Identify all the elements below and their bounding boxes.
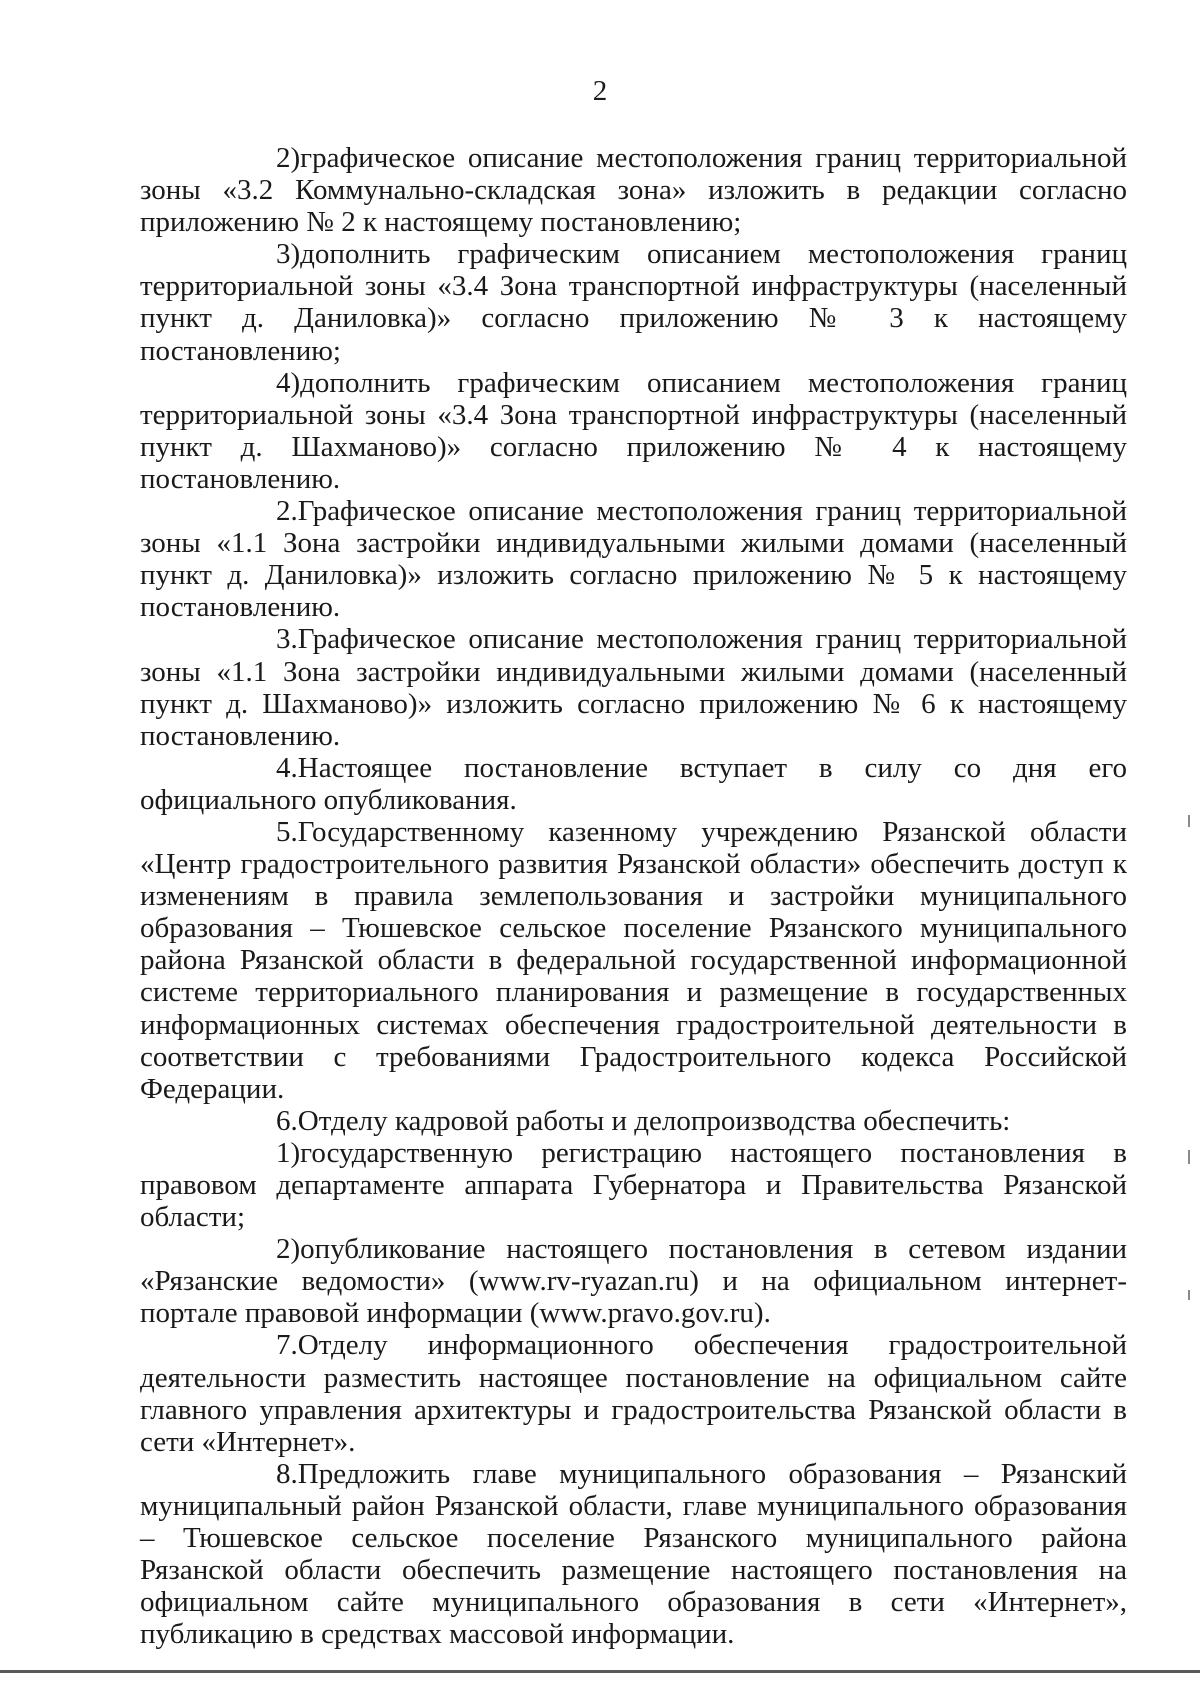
paragraph-text: Настоящее постановление вступает в силу со дня его официального опубликования. [140, 751, 1127, 816]
paragraph-number: 7. [276, 1329, 298, 1362]
paragraph-text: Графическое описание местоположения границ территориальной зоны «1.1 Зона застройки индивидуальными жилыми домами (населенный пункт д. Даниловка)» изложить согласно приложению № 5 к настоящему постановлению. [140, 495, 1127, 624]
paragraph-text: Отделу информационного обеспечения градостроительной деятельности разместить настоящее постановление на официальном сайте главного управления архитектуры и градостроительства Рязанской области в сети «Интернет». [140, 1329, 1127, 1458]
paragraph-item-6-2 [140, 1233, 1127, 1329]
paragraph-number: 4) [276, 366, 301, 399]
page-number: 2 [592, 75, 608, 107]
paragraph-zone-3-4-danilovka [140, 238, 1127, 366]
paragraph-number: 4. [276, 751, 298, 784]
paragraph-text: государственную регистрацию настоящего постановления в правовом департаменте аппарата Губернатора и Правительства Рязанской области; [140, 1136, 1127, 1234]
paragraph-text: дополнить графическим описанием местоположения границ территориальной зоны «3.4 Зона транспортной инфраструктуры (населенный пункт д. Даниловка)» согласно приложению № 3 к настоящему постановлению; [140, 238, 1127, 367]
paragraph-item-7 [140, 1329, 1127, 1457]
paragraph-item-8 [140, 1458, 1127, 1651]
paragraph-number: 2. [276, 495, 298, 528]
scan-edge-mark [1188, 1290, 1190, 1300]
paragraph-item-3 [140, 623, 1127, 751]
paragraph-text: Отделу кадровой работы и делопроизводства обеспечить: [297, 1104, 1011, 1137]
paragraph-number: 8. [276, 1457, 298, 1490]
paragraph-item-4 [140, 752, 1127, 816]
paragraph-text: опубликование настоящего постановления в сетевом издании «Рязанские ведомости» (www.rv-ryazan.ru) и на официальном интернет-портале правовой информации (www.pravo.gov.ru). [140, 1233, 1127, 1330]
document-body [140, 142, 1127, 1650]
paragraph-zone-3-2 [140, 142, 1127, 238]
paragraph-number: 3. [276, 623, 298, 656]
scan-edge-mark [1188, 1150, 1190, 1164]
paragraph-text: Графическое описание местоположения границ территориальной зоны «1.1 Зона застройки индивидуальными жилыми домами (населенный пункт д. Шахманово)» изложить согласно приложению № 6 к настоящему постановлению. [140, 623, 1127, 752]
paragraph-number: 2) [276, 1233, 301, 1266]
paragraph-item-6 [140, 1105, 1127, 1137]
paragraph-number: 3) [276, 238, 301, 271]
paragraph-text: графическое описание местоположения границ территориальной зоны «3.2 Коммунально-складская зона» изложить в редакции согласно приложению № 2 к настоящему постановлению; [140, 142, 1127, 239]
scan-edge-mark [1188, 815, 1190, 827]
paragraph-text: Предложить главе муниципального образования – Рязанский муниципальный район Рязанской области, главе муниципального образования – Тюшевское сельское поселение Рязанского муниципального района Рязанской области обеспечить размещение настоящего постановления на официальном сайте муниципального образования в сети «Интернет», публикацию в средствах массовой информации. [140, 1457, 1127, 1651]
paragraph-number: 5. [276, 815, 298, 848]
paragraph-item-6-1 [140, 1137, 1127, 1233]
paragraph-number: 2) [276, 142, 301, 174]
scan-bottom-border [0, 1670, 1200, 1673]
paragraph-item-2 [140, 495, 1127, 623]
paragraph-number: 6. [276, 1104, 298, 1137]
paragraph-zone-3-4-shakhmanovo [140, 367, 1127, 495]
paragraph-item-5 [140, 816, 1127, 1105]
paragraph-text: дополнить графическим описанием местоположения границ территориальной зоны «3.4 Зона транспортной инфраструктуры (населенный пункт д. Шахманово)» согласно приложению № 4 к настоящему постановлению. [140, 366, 1127, 495]
paragraph-text: Государственному казенному учреждению Рязанской области «Центр градостроительного развития Рязанской области» обеспечить доступ к изменениям в правила землепользования и застройки муниципального образования – Тюшевское сельское поселение Рязанского муниципального района Рязанской области в федеральной государственной информационной системе территориального планирования и размещение в государственных информационных системах обеспечения градостроительной деятельности в соответствии с требованиями Градостроительного кодекса Российской Федерации. [140, 815, 1127, 1105]
paragraph-number: 1) [276, 1136, 301, 1169]
